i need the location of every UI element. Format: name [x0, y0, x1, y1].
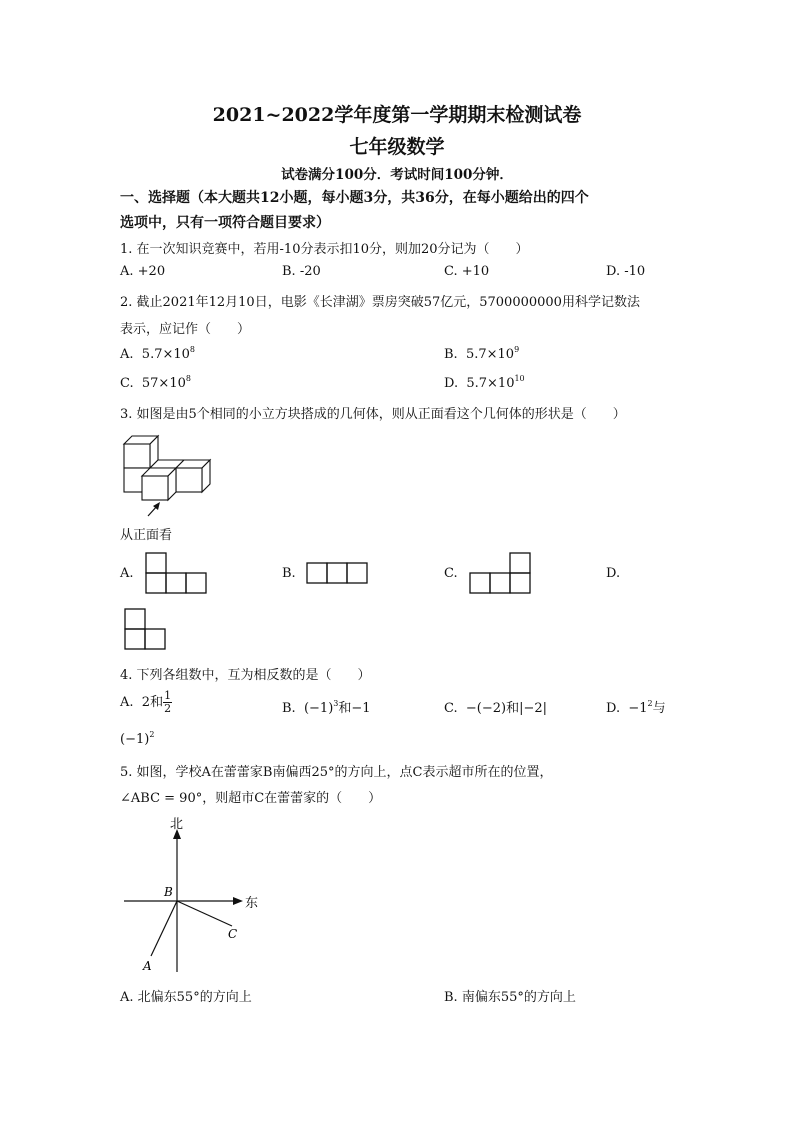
q1-option-a: A. +20	[120, 264, 166, 279]
grade-subject-title: 七年级数学	[349, 136, 445, 158]
point-b-label: B	[164, 885, 173, 899]
q4-option-b: B. $(-1)^3$和−1	[282, 699, 371, 716]
section-heading-line2: 选项中，只有一项符合题目要求）	[120, 215, 330, 231]
direction-diagram	[118, 812, 268, 977]
north-label: 北	[170, 817, 184, 832]
section-heading-line1: 一、选择题（本大题共12小题，每小题3分，共36分，在每小题给出的四个	[120, 190, 589, 206]
east-label: 东	[245, 896, 259, 911]
q3-option-c-label: C.	[444, 566, 458, 581]
exam-title: 2021~2022学年度第一学期期末检测试卷	[212, 104, 582, 126]
q2-option-b: B. $5.7\times 10^9$	[444, 345, 520, 362]
q5-stem-line1: 5. 如图，学校A在蕾蕾家B南偏西25°的方向上，点C表示超市所在的位置，	[120, 765, 553, 780]
cube-figure	[118, 432, 218, 518]
q1-option-b: B. -20	[282, 264, 321, 279]
q4-option-d: D. $-1^2$与	[606, 699, 666, 716]
q5-option-b: B. 南偏东55°的方向上	[444, 990, 576, 1005]
exam-note: 试卷满分100分．考试时间100分钟．	[281, 167, 513, 183]
q5-stem-line2: ∠ABC = 90°，则超市C在蕾蕾家的（ ）	[120, 791, 382, 806]
q4-option-c: C. −(−2)和|−2|	[444, 701, 548, 716]
q2-stem-line1: 2. 截止2021年12月10日，电影《长津湖》票房突破57亿元，5700000000用科学记数法	[120, 295, 640, 310]
q3-option-a-label: A.	[120, 566, 134, 581]
q2-stem-line2: 表示，应记作（ ）	[120, 322, 251, 337]
q4-stem: 4. 下列各组数中，互为相反数的是（ ）	[120, 668, 371, 683]
q2-option-a: A. $5.7\times 10^8$	[120, 345, 195, 362]
q3-option-a-figure	[145, 552, 207, 594]
q3-figure-caption: 从正面看	[120, 528, 173, 543]
q1-option-d: D. -10	[606, 264, 646, 279]
q4-option-a: A. 2和 $\frac{1}{2}$	[120, 689, 172, 715]
q2-option-d: D. $5.7\times 10^{10}$	[444, 374, 525, 391]
q3-option-b-figure	[306, 562, 368, 584]
q3-option-d-figure	[124, 608, 166, 650]
q1-option-c: C. +10	[444, 264, 490, 279]
q2-option-c: C. $57\times 10^8$	[120, 374, 191, 391]
q4-option-d-continued: $(-1)^2$	[120, 730, 155, 747]
q1-stem: 1. 在一次知识竞赛中，若用-10分表示扣10分，则加20分记为（ ）	[120, 242, 529, 257]
point-a-label: A	[143, 959, 152, 973]
q3-stem: 3. 如图是由5个相同的小立方块搭成的几何体，则从正面看这个几何体的形状是（ ）	[120, 407, 626, 422]
q5-option-a: A. 北偏东55°的方向上	[120, 990, 252, 1005]
q3-option-d-label: D.	[606, 566, 621, 581]
point-c-label: C	[228, 927, 238, 941]
q3-option-c-figure	[469, 552, 531, 594]
q3-option-b-label: B.	[282, 566, 296, 581]
